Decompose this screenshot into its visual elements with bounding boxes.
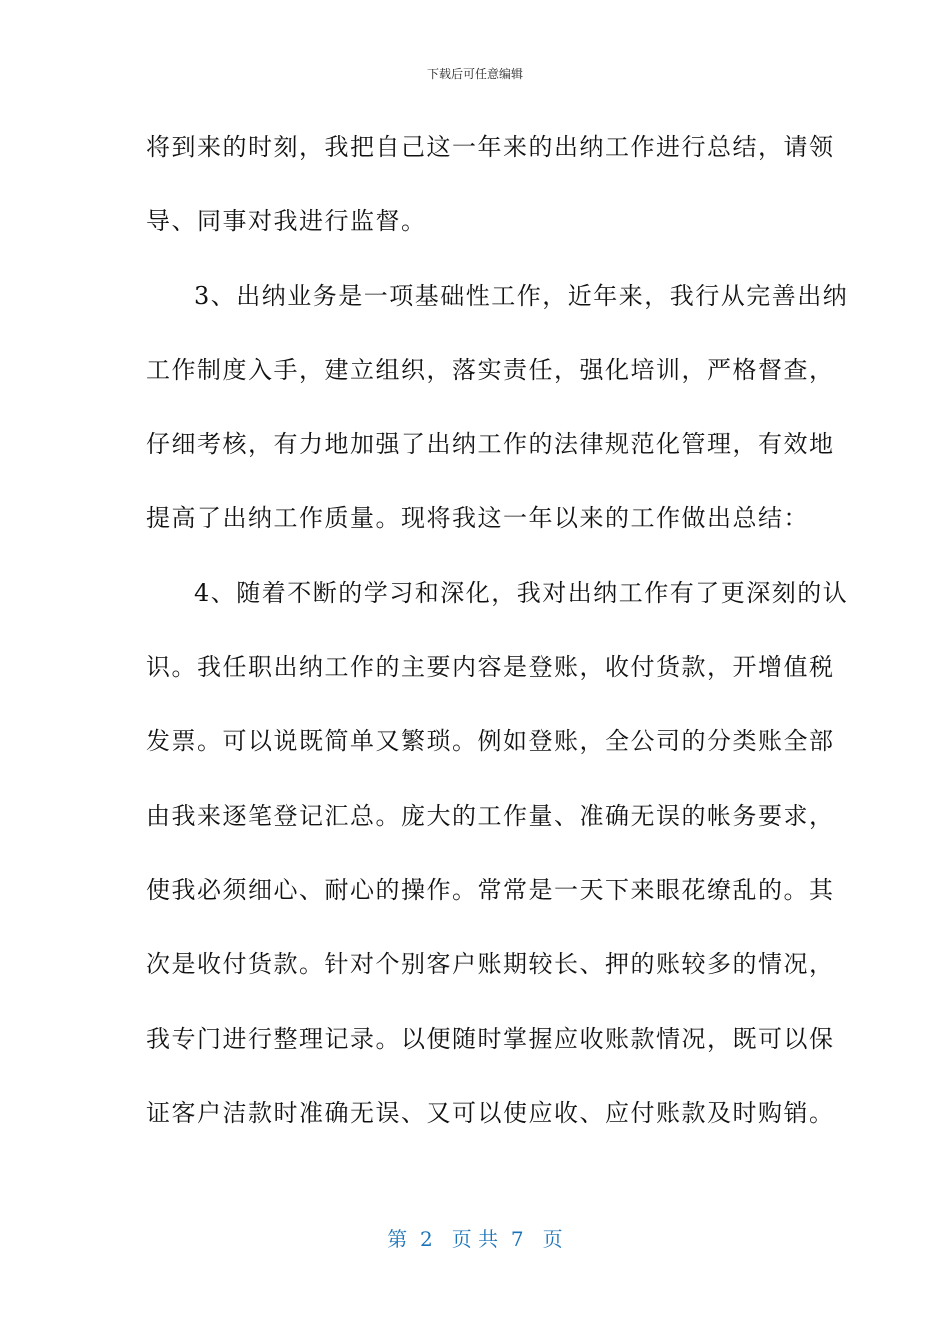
page-header-note: 下载后可任意编辑 xyxy=(426,67,523,81)
document-body xyxy=(146,125,849,1165)
text-line: 提高了出纳工作质量。现将我这一年以来的工作做出总结： xyxy=(146,504,809,533)
text-line: 我专门进行整理记录。以便随时掌握应收账款情况，既可以保 xyxy=(146,1024,835,1053)
text-line: 证客户洁款时准确无误、又可以使应收、应付账款及时购销。 xyxy=(146,1098,835,1127)
page-number: 第 2 页 共 7 页 xyxy=(387,1227,563,1251)
text-line: 由我来逐笔登记汇总。庞大的工作量、准确无误的帐务要求， xyxy=(146,801,835,830)
text-line: 4、随着不断的学习和深化，我对出纳工作有了更深刻的认 xyxy=(194,578,849,607)
text-line: 发票。可以说既简单又繁琐。例如登账，全公司的分类账全部 xyxy=(146,727,835,756)
text-line: 识。我任职出纳工作的主要内容是登账，收付货款，开增值税 xyxy=(146,653,835,682)
text-line: 仔细考核，有力地加强了出纳工作的法律规范化管理，有效地 xyxy=(146,430,835,459)
text-line: 将到来的时刻，我把自己这一年来的出纳工作进行总结，请领 xyxy=(146,133,835,161)
text-line: 3、出纳业务是一项基础性工作，近年来，我行从完善出纳 xyxy=(194,281,849,310)
text-line: 导、同事对我进行监督。 xyxy=(146,207,427,236)
text-line: 次是收付货款。针对个别客户账期较长、押的账较多的情况， xyxy=(146,950,835,979)
text-line: 使我必须细心、耐心的操作。常常是一天下来眼花缭乱的。其 xyxy=(146,875,835,904)
text-line: 工作制度入手，建立组织，落实责任，强化培训，严格督查， xyxy=(146,355,835,384)
